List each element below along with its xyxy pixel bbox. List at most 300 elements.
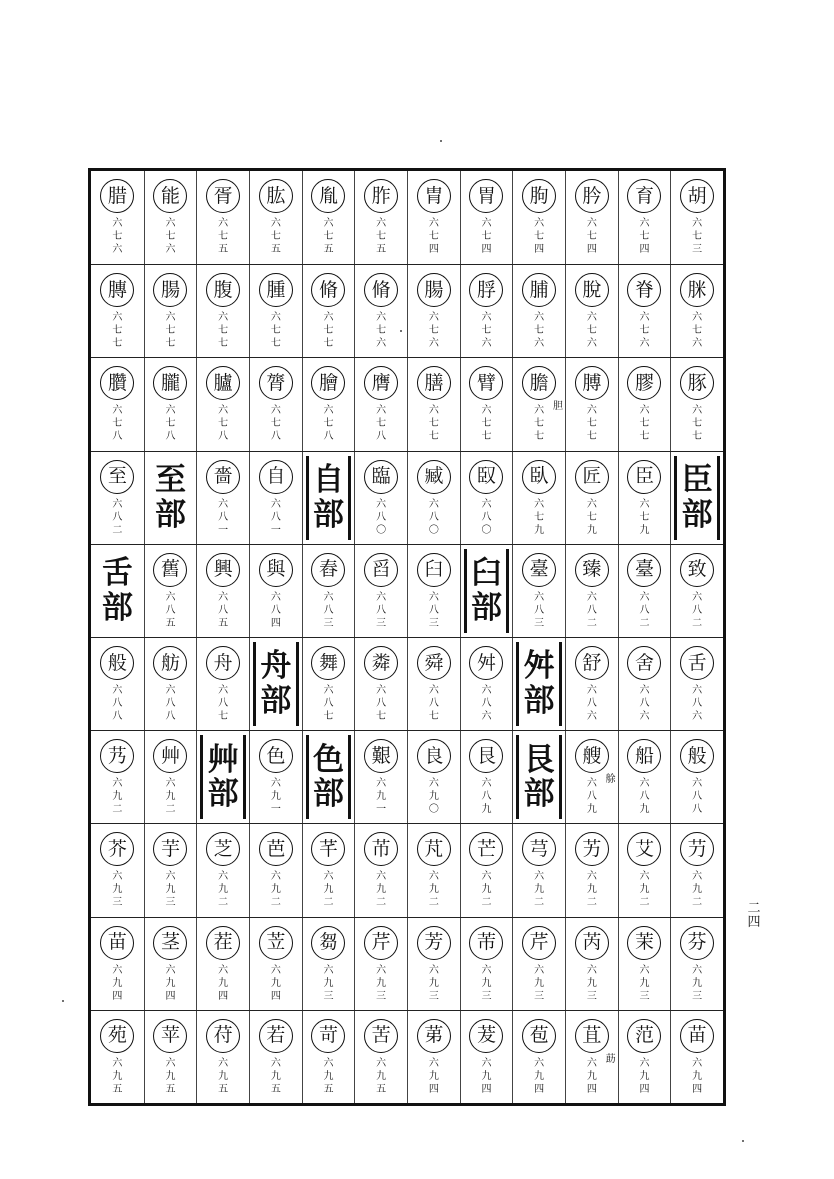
entry-character: 苦 bbox=[364, 1019, 398, 1053]
entry-character: 臂 bbox=[469, 366, 503, 400]
entry-character: 艮 bbox=[469, 739, 503, 773]
entry-character: 舌 bbox=[680, 646, 714, 680]
character-entry bbox=[249, 452, 302, 544]
character-entry bbox=[512, 358, 565, 450]
entry-character: 茎 bbox=[153, 926, 187, 960]
entry-character: 腹 bbox=[206, 273, 240, 307]
character-entry bbox=[91, 824, 144, 916]
entry-page-ref: 六 八 五 bbox=[218, 591, 229, 629]
entry-character: 膽 bbox=[522, 366, 556, 400]
character-entry bbox=[196, 918, 249, 1010]
entry-page-ref: 六 九 三 bbox=[639, 964, 650, 1002]
table-row bbox=[91, 544, 723, 637]
radical-header-cell bbox=[302, 452, 355, 544]
entry-page-ref: 六 七 六 bbox=[112, 218, 123, 255]
entry-page-ref: 六 八 二 bbox=[692, 591, 703, 629]
entry-page-ref: 六 九 三 bbox=[692, 964, 703, 1002]
character-entry bbox=[249, 1011, 302, 1103]
character-entry bbox=[354, 265, 407, 357]
radical-header: 舟 部 bbox=[253, 642, 299, 726]
entry-page-ref: 六 八 〇 bbox=[481, 498, 492, 536]
entry-page-ref: 六 七 六 bbox=[639, 312, 650, 350]
character-entry bbox=[302, 824, 355, 916]
table-row bbox=[91, 1010, 723, 1103]
entry-page-ref: 六 七 八 bbox=[376, 405, 387, 443]
character-entry bbox=[512, 171, 565, 264]
entry-character: 芎 bbox=[522, 832, 556, 866]
entry-page-ref: 六 八 九 bbox=[586, 778, 597, 816]
entry-character: 舀 bbox=[364, 553, 398, 587]
entry-character: 艿 bbox=[100, 739, 134, 773]
entry-character: 芳 bbox=[417, 926, 451, 960]
character-entry bbox=[407, 918, 460, 1010]
character-entry bbox=[354, 824, 407, 916]
entry-page-ref: 六 九 二 bbox=[376, 871, 387, 909]
character-entry bbox=[618, 452, 671, 544]
entry-page-ref: 六 八 六 bbox=[692, 685, 703, 722]
character-entry bbox=[407, 452, 460, 544]
entry-page-ref: 六 八 二 bbox=[639, 591, 650, 629]
paper-speck bbox=[742, 1140, 744, 1142]
character-entry bbox=[670, 545, 723, 637]
entry-page-ref: 六 九 三 bbox=[323, 964, 334, 1002]
radical-header-cell bbox=[512, 731, 565, 823]
entry-page-ref: 六 九 五 bbox=[165, 1057, 176, 1095]
entry-character: 膞 bbox=[100, 273, 134, 307]
character-entry bbox=[91, 1011, 144, 1103]
entry-page-ref: 六 七 八 bbox=[165, 405, 176, 443]
entry-character: 肱 bbox=[259, 179, 293, 213]
entry-character: 肣 bbox=[575, 179, 609, 213]
character-entry bbox=[302, 265, 355, 357]
character-entry bbox=[144, 545, 197, 637]
entry-page-ref: 六 七 六 bbox=[376, 312, 387, 350]
radical-header: 艸 部 bbox=[200, 735, 246, 819]
radical-header: 舌 部 bbox=[101, 555, 133, 626]
character-entry bbox=[460, 1011, 513, 1103]
entry-character: 自 bbox=[259, 460, 293, 494]
entry-character: 胙 bbox=[364, 179, 398, 213]
entry-page-ref: 六 九 二 bbox=[428, 871, 439, 909]
entry-character: 臚 bbox=[206, 366, 240, 400]
character-entry bbox=[512, 452, 565, 544]
entry-character: 苹 bbox=[153, 1019, 187, 1053]
entry-page-ref: 六 七 七 bbox=[218, 312, 229, 350]
entry-character: 膳 bbox=[417, 366, 451, 400]
entry-character: 芬 bbox=[680, 926, 714, 960]
radical-header-cell bbox=[302, 731, 355, 823]
character-entry bbox=[618, 358, 671, 450]
entry-character: 般 bbox=[100, 646, 134, 680]
character-entry bbox=[249, 265, 302, 357]
character-entry bbox=[196, 1011, 249, 1103]
entry-character: 脊 bbox=[627, 273, 661, 307]
character-entry bbox=[407, 265, 460, 357]
entry-character: 舍 bbox=[627, 646, 661, 680]
radical-header: 臣 部 bbox=[674, 456, 720, 540]
character-entry bbox=[512, 824, 565, 916]
character-entry bbox=[354, 358, 407, 450]
table-row bbox=[91, 637, 723, 730]
entry-page-ref: 六 七 四 bbox=[428, 218, 439, 255]
character-entry bbox=[670, 171, 723, 264]
character-entry bbox=[407, 638, 460, 730]
entry-character: 芹 bbox=[364, 926, 398, 960]
entry-character: 胃 bbox=[469, 179, 503, 213]
character-entry bbox=[302, 918, 355, 1010]
entry-character: 育 bbox=[627, 179, 661, 213]
character-entry bbox=[354, 638, 407, 730]
character-entry bbox=[670, 638, 723, 730]
entry-page-ref: 六 七 七 bbox=[639, 405, 650, 443]
character-entry bbox=[407, 545, 460, 637]
entry-character: 茬 bbox=[206, 926, 240, 960]
character-entry bbox=[354, 918, 407, 1010]
entry-page-ref: 六 九 五 bbox=[376, 1057, 387, 1095]
entry-page-ref: 六 八 七 bbox=[323, 685, 334, 722]
entry-character: 舫 bbox=[153, 646, 187, 680]
entry-character: 朐 bbox=[522, 179, 556, 213]
entry-page-ref: 六 八 九 bbox=[481, 778, 492, 816]
entry-character: 臤 bbox=[469, 460, 503, 494]
character-entry bbox=[302, 171, 355, 264]
character-entry bbox=[460, 824, 513, 916]
entry-page-ref: 六 八 六 bbox=[639, 685, 650, 722]
character-entry bbox=[618, 545, 671, 637]
entry-character: 苗 bbox=[100, 926, 134, 960]
radical-header: 自 部 bbox=[306, 456, 352, 540]
entry-page-ref: 六 七 七 bbox=[112, 312, 123, 350]
character-entry bbox=[407, 358, 460, 450]
character-entry bbox=[565, 918, 618, 1010]
entry-character: 芮 bbox=[575, 926, 609, 960]
entry-character: 胡 bbox=[680, 179, 714, 213]
paper-speck bbox=[440, 140, 442, 142]
entry-character: 芥 bbox=[100, 832, 134, 866]
entry-page-ref: 六 九 二 bbox=[534, 871, 545, 909]
radical-header-cell bbox=[512, 638, 565, 730]
entry-page-ref: 六 七 五 bbox=[218, 218, 229, 255]
entry-page-ref: 六 九 二 bbox=[639, 871, 650, 909]
entry-page-ref: 六 七 四 bbox=[586, 218, 597, 255]
entry-character: 膊 bbox=[575, 366, 609, 400]
character-entry bbox=[618, 918, 671, 1010]
character-entry bbox=[302, 545, 355, 637]
entry-page-ref: 六 七 七 bbox=[165, 312, 176, 350]
entry-character: 臨 bbox=[364, 460, 398, 494]
entry-page-ref: 六 九 三 bbox=[481, 964, 492, 1002]
entry-character: 臼 bbox=[417, 553, 451, 587]
character-entry bbox=[196, 358, 249, 450]
character-entry bbox=[196, 545, 249, 637]
entry-character: 芊 bbox=[311, 832, 345, 866]
entry-character: 范 bbox=[627, 1019, 661, 1053]
entry-character: 胄 bbox=[417, 179, 451, 213]
entry-character: 脫 bbox=[575, 273, 609, 307]
entry-page-ref: 六 八 六 bbox=[586, 685, 597, 722]
character-entry bbox=[460, 452, 513, 544]
character-entry bbox=[302, 638, 355, 730]
character-entry bbox=[249, 731, 302, 823]
entry-character: 船 bbox=[627, 739, 661, 773]
character-entry bbox=[144, 731, 197, 823]
entry-character: 膾 bbox=[311, 366, 345, 400]
entry-page-ref: 六 七 七 bbox=[323, 312, 334, 350]
entry-page-ref: 六 八 九 bbox=[639, 778, 650, 816]
character-entry bbox=[249, 171, 302, 264]
paper-speck bbox=[400, 330, 402, 332]
entry-page-ref: 六 七 三 bbox=[692, 218, 703, 255]
character-entry bbox=[618, 171, 671, 264]
character-entry bbox=[302, 1011, 355, 1103]
entry-page-ref: 六 七 五 bbox=[270, 218, 281, 255]
entry-character: 臢 bbox=[100, 366, 134, 400]
radical-header: 至 部 bbox=[154, 461, 186, 533]
character-entry bbox=[196, 452, 249, 544]
character-entry bbox=[91, 452, 144, 544]
character-entry bbox=[618, 265, 671, 357]
page-number: 二 四 bbox=[747, 901, 761, 930]
entry-character: 粦 bbox=[364, 646, 398, 680]
entry-page-ref: 六 七 七 bbox=[428, 405, 439, 443]
entry-character: 嗇 bbox=[206, 460, 240, 494]
entry-page-ref: 六 七 七 bbox=[481, 405, 492, 443]
entry-page-ref: 六 九 四 bbox=[428, 1057, 439, 1095]
entry-character: 芝 bbox=[206, 832, 240, 866]
entry-character: 茉 bbox=[627, 926, 661, 960]
entry-page-ref: 六 八 八 bbox=[692, 778, 703, 816]
entry-page-ref: 六 八 五 bbox=[165, 591, 176, 629]
character-entry bbox=[354, 731, 407, 823]
entry-page-ref: 六 八 六 bbox=[481, 685, 492, 722]
radical-header: 臼 部 bbox=[464, 549, 510, 633]
character-entry bbox=[354, 171, 407, 264]
radical-header-cell bbox=[196, 731, 249, 823]
entry-page-ref: 六 九 二 bbox=[270, 871, 281, 909]
entry-page-ref: 六 七 六 bbox=[428, 312, 439, 350]
entry-character: 胥 bbox=[206, 179, 240, 213]
entry-page-ref: 六 九 五 bbox=[270, 1057, 281, 1095]
entry-page-ref: 六 七 七 bbox=[692, 405, 703, 443]
entry-page-ref: 六 八 三 bbox=[323, 591, 334, 629]
entry-page-ref: 六 九 二 bbox=[112, 778, 123, 816]
character-entry bbox=[460, 171, 513, 264]
entry-page-ref: 六 九 〇 bbox=[428, 778, 439, 816]
character-entry bbox=[91, 638, 144, 730]
entry-page-ref: 六 九 四 bbox=[639, 1057, 650, 1095]
entry-page-ref: 六 八 七 bbox=[428, 685, 439, 722]
entry-character: 茇 bbox=[469, 1019, 503, 1053]
entry-character: 艘 bbox=[575, 739, 609, 773]
character-entry bbox=[144, 638, 197, 730]
entry-character: 舞 bbox=[311, 646, 345, 680]
character-entry bbox=[407, 824, 460, 916]
table-row bbox=[91, 730, 723, 823]
character-entry bbox=[354, 452, 407, 544]
entry-character: 芒 bbox=[469, 832, 503, 866]
table-row bbox=[91, 264, 723, 357]
character-entry bbox=[407, 1011, 460, 1103]
entry-page-ref: 六 九 四 bbox=[270, 964, 281, 1002]
entry-character: 致 bbox=[680, 553, 714, 587]
entry-page-ref: 六 七 八 bbox=[323, 405, 334, 443]
entry-page-ref: 六 九 五 bbox=[112, 1057, 123, 1095]
entry-character: 膺 bbox=[364, 366, 398, 400]
entry-character: 舊 bbox=[153, 553, 187, 587]
entry-page-ref: 六 九 二 bbox=[692, 871, 703, 909]
entry-character: 腸 bbox=[153, 273, 187, 307]
entry-character: 芃 bbox=[417, 832, 451, 866]
entry-page-ref: 六 八 四 bbox=[270, 591, 281, 629]
entry-page-ref: 六 九 二 bbox=[165, 778, 176, 816]
entry-character: 苴 bbox=[575, 1019, 609, 1053]
entry-character: 若 bbox=[259, 1019, 293, 1053]
entry-character: 匠 bbox=[575, 460, 609, 494]
character-entry bbox=[565, 824, 618, 916]
character-entry bbox=[144, 265, 197, 357]
entry-character: 舛 bbox=[469, 646, 503, 680]
character-entry bbox=[91, 171, 144, 264]
entry-character: 芾 bbox=[469, 926, 503, 960]
entry-page-ref: 六 八 三 bbox=[534, 591, 545, 629]
character-entry bbox=[512, 545, 565, 637]
character-entry bbox=[196, 171, 249, 264]
entry-character: 腊 bbox=[100, 179, 134, 213]
table-row bbox=[91, 357, 723, 450]
character-entry bbox=[618, 824, 671, 916]
entry-page-ref: 六 八 三 bbox=[376, 591, 387, 629]
character-entry bbox=[565, 638, 618, 730]
entry-character: 舂 bbox=[311, 553, 345, 587]
character-entry bbox=[249, 358, 302, 450]
entry-page-ref: 六 九 二 bbox=[323, 871, 334, 909]
entry-character: 艱 bbox=[364, 739, 398, 773]
entry-page-ref: 六 七 六 bbox=[586, 312, 597, 350]
entry-page-ref: 六 九 三 bbox=[586, 964, 597, 1002]
character-entry bbox=[249, 824, 302, 916]
entry-character: 色 bbox=[259, 739, 293, 773]
entry-page-ref: 六 九 二 bbox=[218, 871, 229, 909]
entry-character: 芋 bbox=[153, 832, 187, 866]
entry-character: 芹 bbox=[522, 926, 556, 960]
character-entry bbox=[460, 358, 513, 450]
character-entry bbox=[144, 918, 197, 1010]
entry-page-ref: 六 七 八 bbox=[218, 405, 229, 443]
character-entry bbox=[512, 918, 565, 1010]
entry-page-ref: 六 八 七 bbox=[218, 685, 229, 722]
character-entry bbox=[460, 638, 513, 730]
entry-character: 艾 bbox=[627, 832, 661, 866]
entry-page-ref: 六 七 四 bbox=[481, 218, 492, 255]
entry-page-ref: 六 八 二 bbox=[586, 591, 597, 629]
entry-character: 脬 bbox=[469, 273, 503, 307]
table-row bbox=[91, 823, 723, 916]
entry-character: 膂 bbox=[259, 366, 293, 400]
character-entry bbox=[196, 824, 249, 916]
entry-character: 良 bbox=[417, 739, 451, 773]
entry-character: 艻 bbox=[575, 832, 609, 866]
entry-page-ref: 六 八 一 bbox=[218, 498, 229, 536]
entry-page-ref: 六 九 四 bbox=[534, 1057, 545, 1095]
entry-page-ref: 六 九 五 bbox=[218, 1057, 229, 1095]
entry-page-ref: 六 七 七 bbox=[534, 405, 545, 443]
entry-character: 脩 bbox=[364, 273, 398, 307]
entry-page-ref: 六 九 二 bbox=[586, 871, 597, 909]
table-row bbox=[91, 917, 723, 1010]
entry-page-ref: 六 九 二 bbox=[481, 871, 492, 909]
entry-character: 舟 bbox=[206, 646, 240, 680]
character-entry bbox=[670, 265, 723, 357]
character-entry bbox=[91, 731, 144, 823]
entry-character: 苛 bbox=[311, 1019, 345, 1053]
entry-page-ref: 六 九 三 bbox=[534, 964, 545, 1002]
entry-page-ref: 六 八 八 bbox=[112, 685, 123, 722]
entry-character: 芭 bbox=[259, 832, 293, 866]
entry-page-ref: 六 八 八 bbox=[165, 685, 176, 722]
variant-note: 胆 bbox=[552, 401, 563, 413]
character-entry bbox=[670, 358, 723, 450]
entry-character: 苐 bbox=[417, 1019, 451, 1053]
character-entry bbox=[460, 265, 513, 357]
character-entry bbox=[354, 1011, 407, 1103]
entry-page-ref: 六 九 四 bbox=[586, 1057, 597, 1095]
entry-page-ref: 六 七 六 bbox=[481, 312, 492, 350]
character-entry bbox=[407, 731, 460, 823]
entry-page-ref: 六 八 三 bbox=[428, 591, 439, 629]
character-entry bbox=[618, 731, 671, 823]
entry-character: 苑 bbox=[100, 1019, 134, 1053]
entry-page-ref: 六 七 六 bbox=[165, 218, 176, 255]
entry-character: 臺 bbox=[522, 553, 556, 587]
character-entry bbox=[407, 171, 460, 264]
character-entry bbox=[91, 918, 144, 1010]
entry-character: 胤 bbox=[311, 179, 345, 213]
character-entry bbox=[670, 824, 723, 916]
entry-character: 芻 bbox=[311, 926, 345, 960]
character-entry bbox=[565, 452, 618, 544]
entry-character: 臻 bbox=[575, 553, 609, 587]
entry-page-ref: 六 九 四 bbox=[692, 1057, 703, 1095]
character-entry bbox=[565, 171, 618, 264]
entry-character: 芇 bbox=[364, 832, 398, 866]
entry-page-ref: 六 九 四 bbox=[112, 964, 123, 1002]
entry-page-ref: 六 七 六 bbox=[534, 312, 545, 350]
character-entry bbox=[512, 265, 565, 357]
character-entry bbox=[670, 1011, 723, 1103]
entry-page-ref: 六 七 五 bbox=[323, 218, 334, 255]
entry-page-ref: 六 七 八 bbox=[112, 405, 123, 443]
entry-page-ref: 六 九 三 bbox=[112, 871, 123, 909]
character-entry bbox=[670, 918, 723, 1010]
entry-character: 脩 bbox=[311, 273, 345, 307]
entry-page-ref: 六 八 一 bbox=[270, 498, 281, 536]
entry-character: 般 bbox=[680, 739, 714, 773]
entry-page-ref: 六 九 四 bbox=[218, 964, 229, 1002]
entry-page-ref: 六 七 四 bbox=[639, 218, 650, 255]
entry-character: 腫 bbox=[259, 273, 293, 307]
entry-page-ref: 六 七 八 bbox=[270, 405, 281, 443]
character-entry bbox=[144, 171, 197, 264]
entry-character: 至 bbox=[100, 460, 134, 494]
character-entry bbox=[144, 358, 197, 450]
entry-character: 苗 bbox=[680, 1019, 714, 1053]
entry-page-ref: 六 八 〇 bbox=[428, 498, 439, 536]
character-entry bbox=[512, 1011, 565, 1103]
entry-character: 豚 bbox=[680, 366, 714, 400]
character-entry bbox=[618, 638, 671, 730]
entry-page-ref: 六 八 〇 bbox=[376, 498, 387, 536]
radical-header: 艮 部 bbox=[516, 735, 562, 819]
